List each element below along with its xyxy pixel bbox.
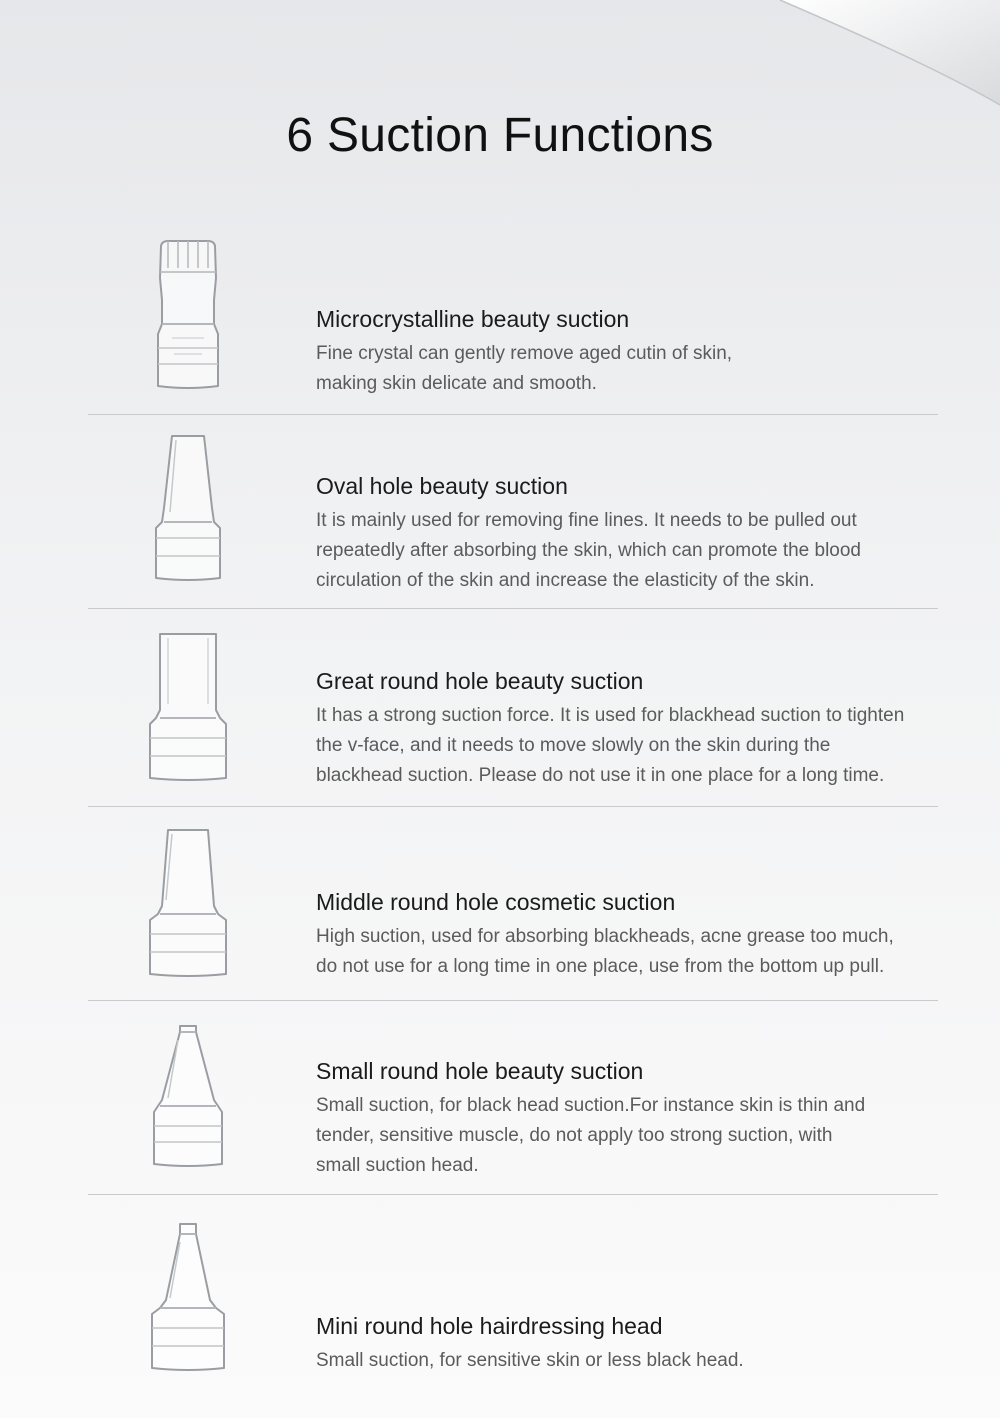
item-title: Mini round hole hairdressing head [316, 1313, 663, 1339]
item-description: It is mainly used for removing fine lines. It needs to be pulled out repeatedly after absorbing the skin, which can promote the blood circulation of the skin and increase the elasticity of the skin. [316, 510, 861, 591]
item-description: Small suction, for sensitive skin or less black head. [316, 1350, 744, 1371]
item-title: Great round hole beauty suction [316, 668, 644, 694]
small-round-hole-nozzle-icon [138, 1022, 238, 1172]
item-description: High suction, used for absorbing blackheads, acne grease too much, do not use for a long time in one place, use from the bottom up pull. [316, 926, 894, 977]
section-divider [88, 1194, 938, 1195]
section-divider [88, 608, 938, 609]
section-divider [88, 806, 938, 807]
item-description: It has a strong suction force. It is used for blackhead suction to tighten the v-face, and it needs to move slowly on the skin during the blackhead suction. Please do not use it in one place for a long time. [316, 705, 905, 786]
mini-round-hole-nozzle-icon [138, 1220, 238, 1376]
microcrystalline-nozzle-icon [138, 238, 238, 394]
item-title: Microcrystalline beauty suction [316, 306, 630, 332]
item-description: Fine crystal can gently remove aged cutin of skin, making skin delicate and smooth. [316, 343, 733, 394]
section-divider [88, 1000, 938, 1001]
middle-round-hole-nozzle-icon [138, 826, 238, 982]
page-corner-curl [760, 0, 1000, 110]
item-description: Small suction, for black head suction.For instance skin is thin and tender, sensitive muscle, do not apply too strong suction, with small suction head. [316, 1095, 866, 1176]
oval-hole-nozzle-icon [138, 432, 238, 586]
great-round-hole-nozzle-icon [138, 630, 238, 786]
page-title: 6 Suction Functions [286, 109, 714, 162]
section-divider [88, 414, 938, 415]
item-title: Small round hole beauty suction [316, 1058, 644, 1084]
item-title: Middle round hole cosmetic suction [316, 889, 676, 915]
item-title: Oval hole beauty suction [316, 473, 568, 499]
